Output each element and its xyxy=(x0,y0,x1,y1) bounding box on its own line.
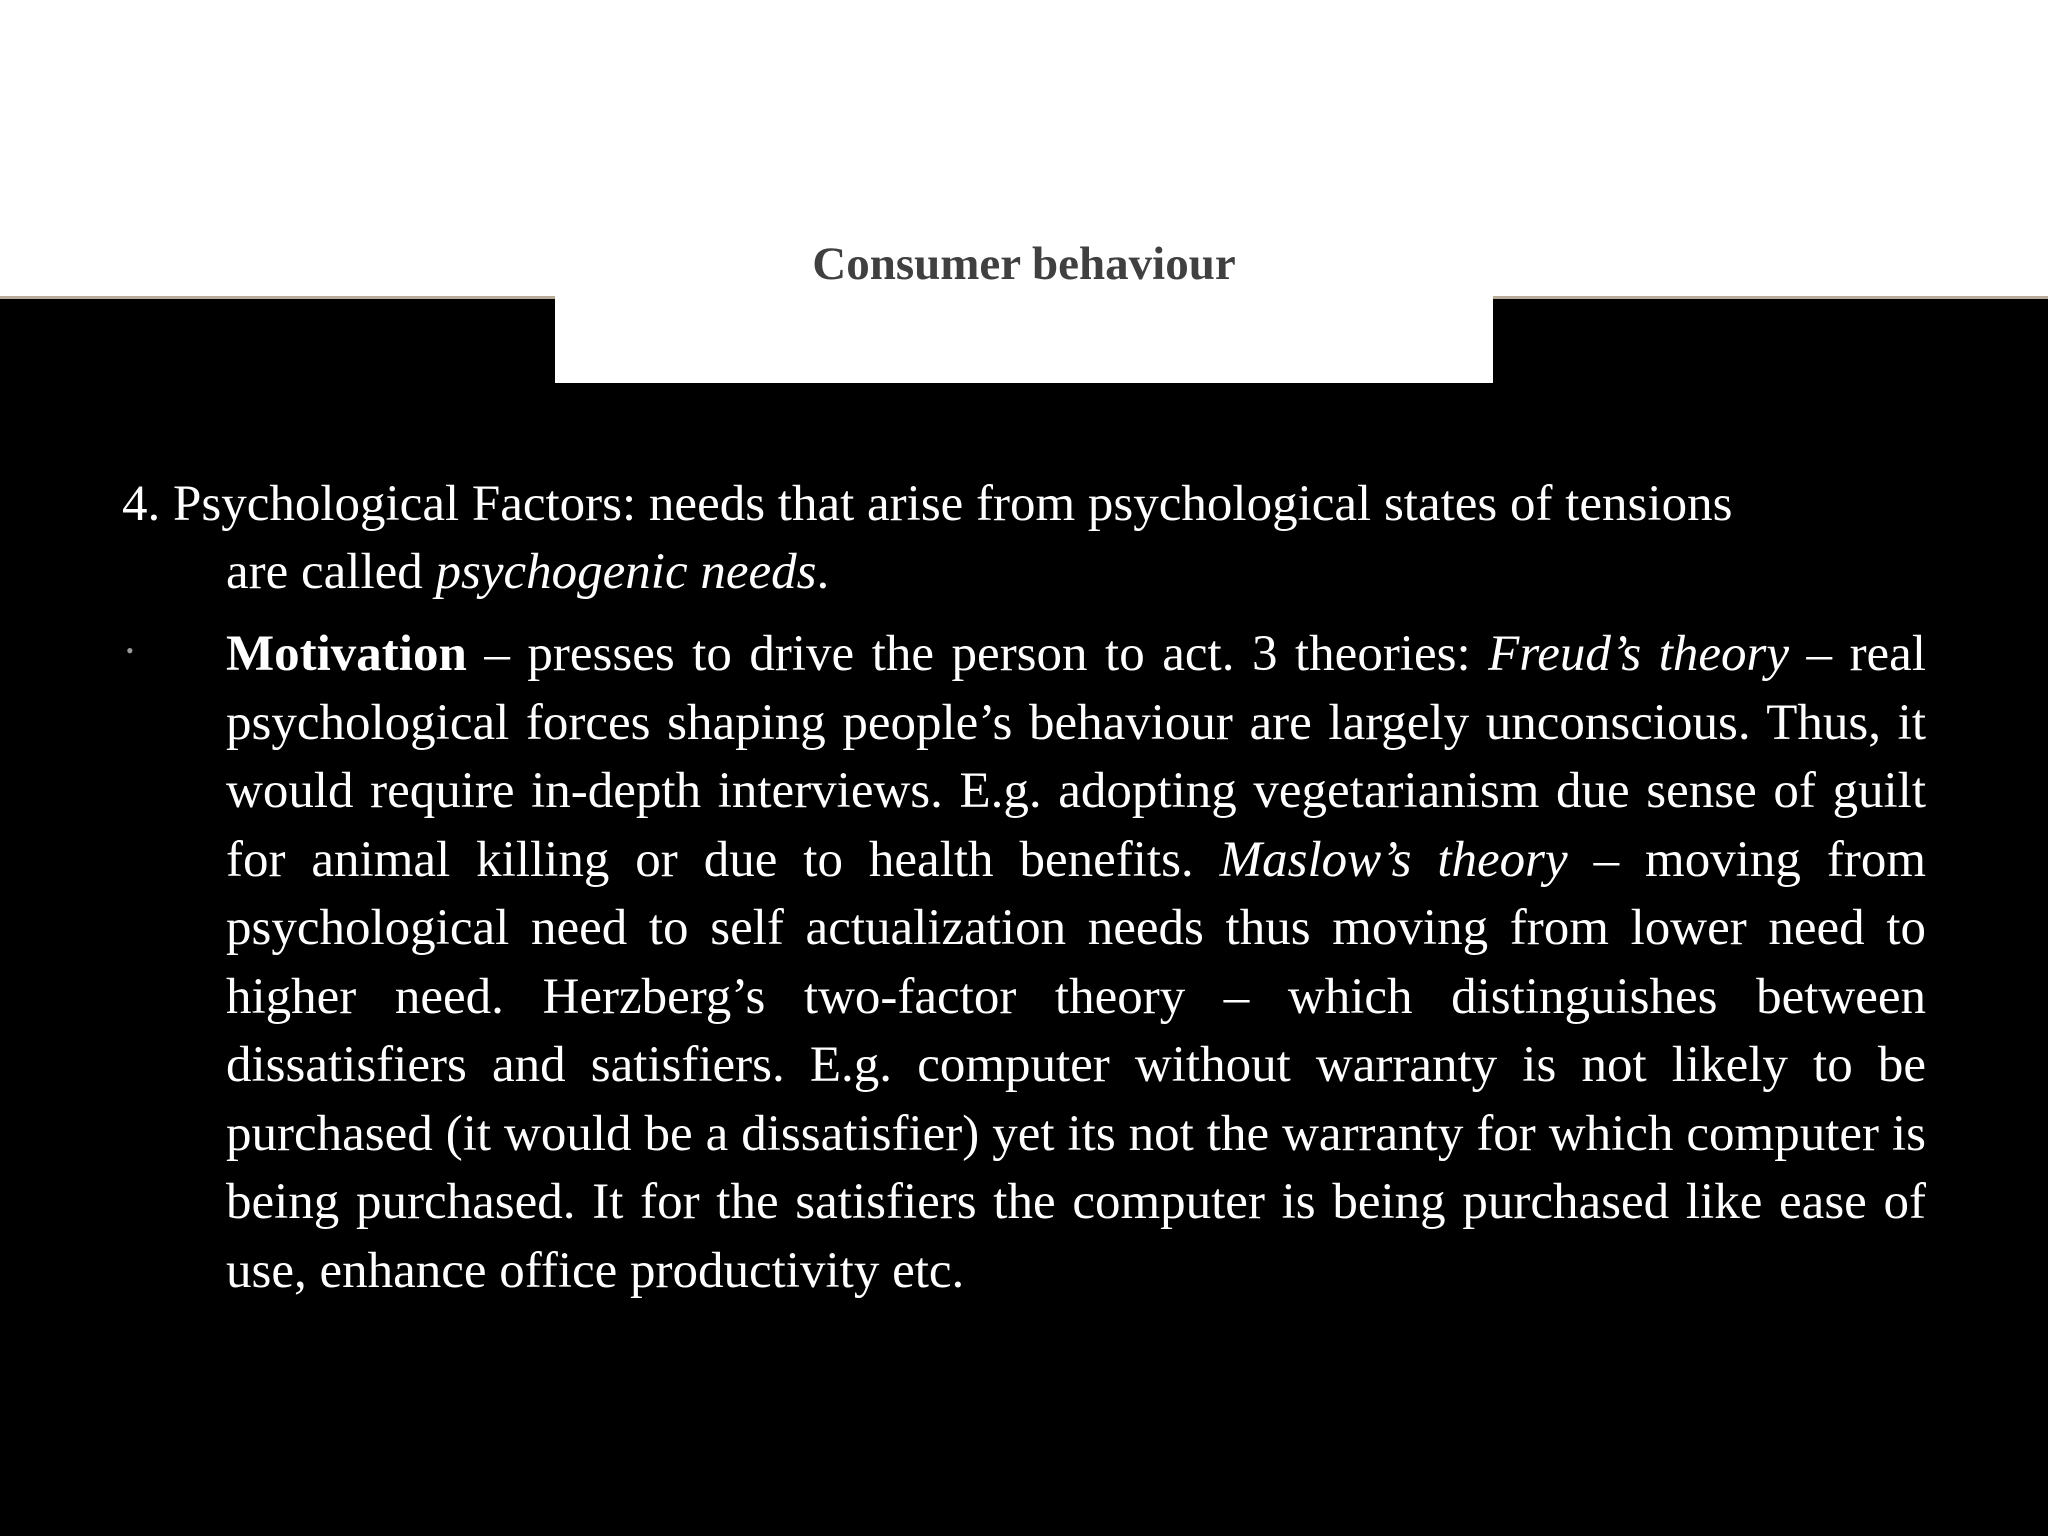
paragraph-part-2: – real psychological forces shaping people’s behaviour are largely unconscious. Thus, it would require in-depth interviews. E.g. adopting vegetarianism due sense of guilt for animal killing or due to health benefits. xyxy=(226,626,1926,888)
heading-line-2 xyxy=(122,538,1922,606)
motivation-term: Motivation xyxy=(226,626,467,682)
title-tab xyxy=(555,290,1493,383)
maslow-theory-label: Maslow’s theory xyxy=(1219,831,1568,888)
section-heading xyxy=(122,470,1922,606)
heading-prefix: are called xyxy=(226,544,436,600)
freud-theory-label: Freud’s theory xyxy=(1488,626,1789,682)
motivation-paragraph xyxy=(226,620,1926,1305)
bullet-icon: • xyxy=(126,638,134,663)
paragraph-part-3: – moving from psychological need to self actualization needs thus moving from lower need to higher need. Herzberg’s two-factor theory – which distinguishes between dissatisfiers and satisfiers. E.g. computer without warranty is not likely to be purchased (it would be a dissatisfier) yet its not the warranty for which computer is being purchased. It for the satisfiers the computer is being purchased like ease of use, enhance office productivity etc. xyxy=(226,831,1926,1299)
heading-suffix: . xyxy=(816,544,830,600)
slide-title: Consumer behaviour xyxy=(812,238,1236,290)
heading-line-1: 4. Psychological Factors: needs that arise from psychological states of tensions xyxy=(122,476,1733,532)
psychogenic-needs-term: psychogenic needs xyxy=(435,544,817,600)
paragraph-part-1: – presses to drive the person to act. 3 theories: xyxy=(466,626,1489,682)
